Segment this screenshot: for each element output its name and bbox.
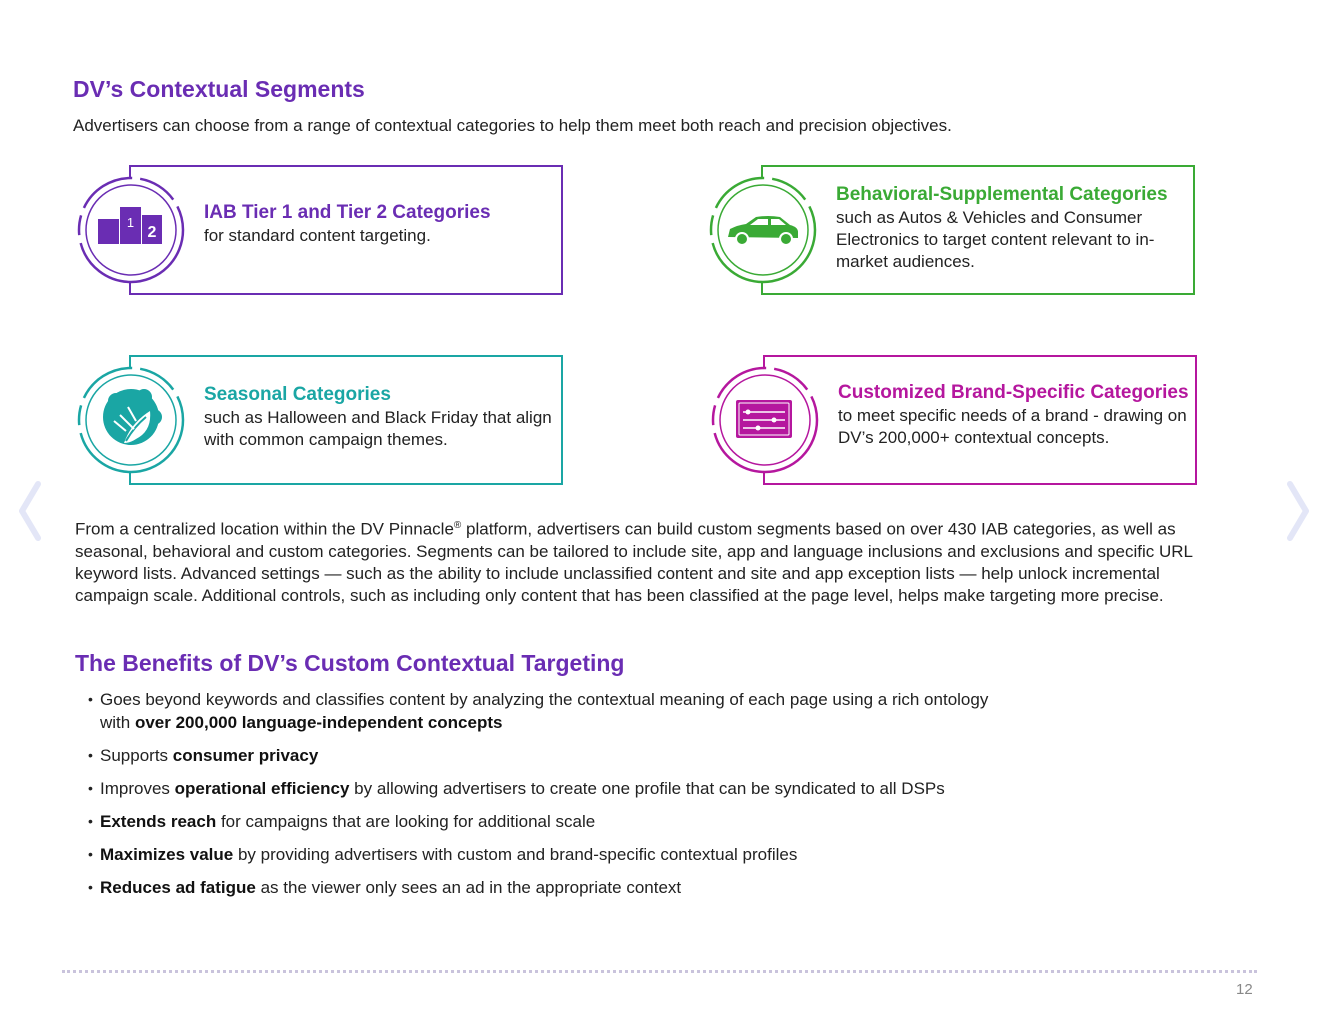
intro-text: Advertisers can choose from a range of contextual categories to help them meet both reach and precision objectives.: [73, 116, 952, 135]
page-number: 12: [1236, 981, 1253, 998]
chevron-left-icon[interactable]: [14, 478, 44, 544]
svg-text:2: 2: [147, 224, 157, 241]
category-card-iab: [76, 165, 631, 295]
list-item: • Supports consumer privacy: [88, 744, 1008, 767]
circle-badge: [710, 365, 820, 475]
category-card-seasonal: [76, 355, 631, 485]
card-body: such as Autos & Vehicles and Consumer Electronics to target content relevant to in-market audiences.: [836, 208, 1155, 271]
circle-badge: [76, 175, 186, 285]
paragraph-text: platform, advertisers can build custom segments based on over 430 IAB categories, as well as seasonal, behavioral and custom categories. Segments can be tailored to include site, app and language inclusions and exclusions and specific URL keyword lists. Advanced settings — such as the ability to include unclassified content and site and app exception lists — help unlock incremental campaign scale. Additional controls, such as including only content that has been classified at the page level, helps make targeting more precise.: [75, 519, 1193, 605]
list-item: • Goes beyond keywords and classifies content by analyzing the contextual meaning of each page using a rich ontology with over 200,000 language-independent concepts: [88, 688, 1008, 734]
category-card-behavioral: [708, 165, 1263, 295]
chevron-right-icon[interactable]: [1284, 478, 1314, 544]
category-card-customized: [710, 355, 1265, 485]
paragraph-text: From a centralized location within the DV Pinnacle: [75, 519, 454, 539]
card-title: Customized Brand-Specific Categories: [838, 382, 1189, 403]
card-body: for standard content targeting.: [204, 226, 431, 245]
body-paragraph: [75, 515, 1235, 607]
card-body: to meet specific needs of a brand - drawing on DV’s 200,000+ contextual concepts.: [838, 406, 1187, 447]
registered-mark: ®: [453, 520, 462, 531]
list-item: • Maximizes value by providing advertisers with custom and brand-specific contextual profiles: [88, 843, 1008, 866]
card-settings-icon: [736, 400, 792, 438]
list-item: • Improves operational efficiency by allowing advertisers to create one profile that can be syndicated to all DSPs: [88, 777, 1008, 800]
card-title: Behavioral-Supplemental Categories: [836, 184, 1168, 205]
page-title: DV’s Contextual Segments: [73, 76, 365, 102]
footer-divider: [62, 970, 1257, 973]
card-title: IAB Tier 1 and Tier 2 Categories: [204, 202, 491, 223]
circle-badge: [76, 365, 186, 475]
svg-text:1: 1: [126, 215, 135, 230]
benefits-heading: The Benefits of DV’s Custom Contextual Targeting: [75, 650, 625, 676]
benefits-list: [88, 688, 1008, 909]
list-item: • Extends reach for campaigns that are looking for additional scale: [88, 810, 1008, 833]
card-title: Seasonal Categories: [204, 384, 391, 405]
circle-badge: [708, 175, 818, 285]
list-item: • Reduces ad fatigue as the viewer only sees an ad in the appropriate context: [88, 876, 1008, 899]
card-body: such as Halloween and Black Friday that align with common campaign themes.: [204, 408, 552, 449]
